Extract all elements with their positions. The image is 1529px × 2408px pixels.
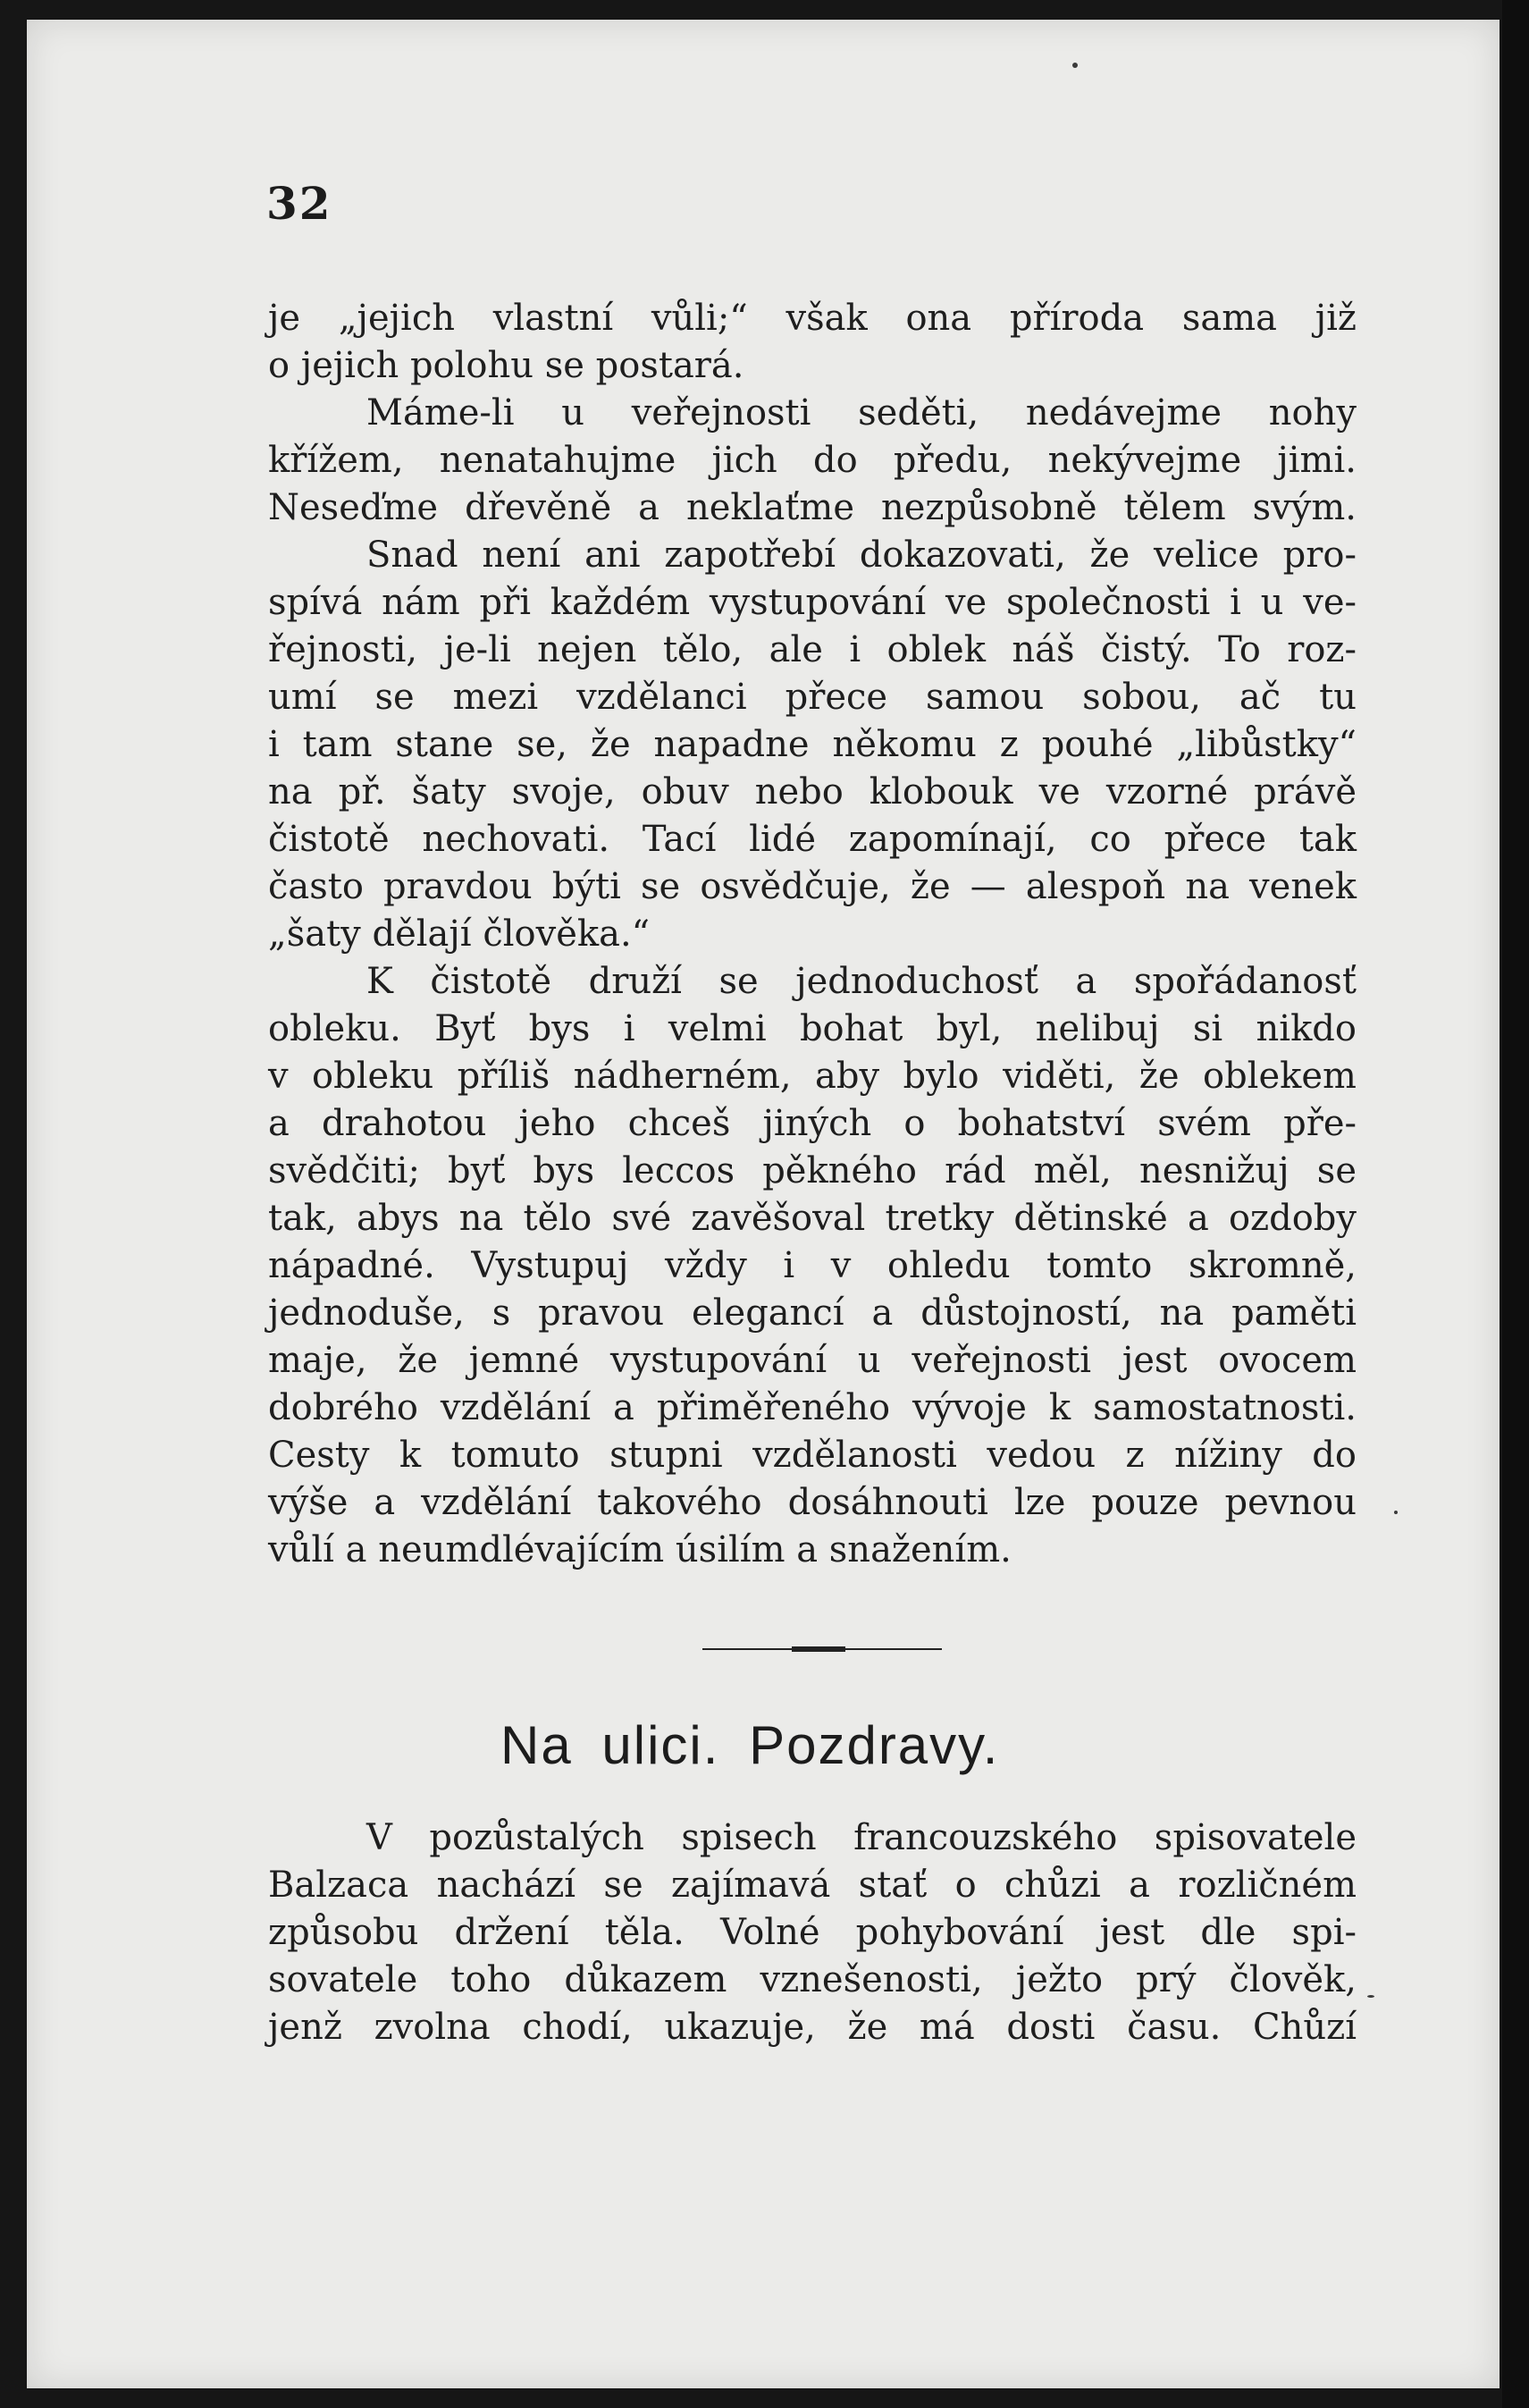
scan-edge-shadow — [1502, 0, 1529, 2408]
text-line: umí se mezi vzdělanci přece samou sobou, ač tu — [268, 677, 1357, 718]
text-line: Neseďme dřevěně a neklaťme nezpůsobně tělem svým. — [268, 487, 1357, 528]
text-line: „šaty dělají člověka.“ — [268, 914, 651, 955]
text-line: řejnosti, je-li nejen tělo, ale i oblek náš čistý. To roz- — [268, 629, 1357, 670]
page-number: 32 — [266, 177, 332, 230]
text-line: svědčiti; byť bys leccos pěkného rád měl, nesnižuj se — [268, 1150, 1357, 1191]
paper-speck — [1072, 63, 1078, 68]
text-line: Cesty k tomuto stupni vzdělanosti vedou z nížiny do — [268, 1435, 1357, 1476]
text-line: způsobu držení těla. Volné pohybování jest dle spi- — [268, 1912, 1357, 1953]
text-line: je „jejich vlastní vůli;“ však ona příroda sama již — [268, 298, 1357, 339]
text-line: čistotě nechovati. Tací lidé zapomínají, co přece tak — [268, 819, 1357, 860]
text-line: i tam stane se, že napadne někomu z pouhé „libůstky“ — [268, 724, 1357, 765]
body-text-section-1 — [268, 295, 1357, 1574]
text-line: spívá nám při každém vystupování ve společnosti i u ve- — [268, 582, 1357, 623]
paper-speck — [1394, 1511, 1398, 1514]
text-line: V pozůstalých spisech francouzského spisovatele — [366, 1817, 1357, 1858]
text-line: často pravdou býti se osvědčuje, že — alespoň na venek — [268, 866, 1357, 907]
text-line: obleku. Byť bys i velmi bohat byl, nelibuj si nikdo — [268, 1008, 1357, 1049]
text-line: K čistotě druží se jednoduchosť a spořádanosť — [366, 961, 1357, 1002]
text-line: tak, abys na tělo své zavěšoval tretky dětinské a ozdoby — [268, 1198, 1357, 1239]
text-line: a drahotou jeho chceš jiných o bohatství svém pře- — [268, 1103, 1357, 1144]
text-line: nápadné. Vystupuj vždy i v ohledu tomto skromně, — [268, 1245, 1357, 1286]
text-line: o jejich polohu se postará. — [268, 345, 744, 386]
text-line: jenž zvolna chodí, ukazuje, že má dosti času. Chůzí — [268, 2007, 1357, 2048]
text-line: v obleku příliš nádherném, aby bylo viděti, že oblekem — [268, 1056, 1357, 1097]
paper-speck — [1367, 1995, 1374, 1998]
text-line: jednoduše, s pravou elegancí a důstojností, na paměti — [268, 1292, 1357, 1334]
text-line: výše a vzdělání takového dosáhnouti lze pouze pevnou — [268, 1482, 1357, 1523]
body-text-section-2 — [268, 1814, 1357, 2051]
text-line: Snad není ani zapotřebí dokazovati, že velice pro- — [366, 535, 1357, 576]
text-line: vůlí a neumdlévajícím úsilím a snažením. — [268, 1529, 1012, 1570]
text-line: maje, že jemné vystupování u veřejnosti jest ovocem — [268, 1340, 1357, 1381]
section-divider — [702, 1646, 942, 1652]
text-line: sovatele toho důkazem vznešenosti, ježto prý člověk, — [268, 1959, 1357, 2000]
divider-ornament — [792, 1646, 845, 1652]
text-line: dobrého vzdělání a přiměřeného vývoje k samostatnosti. — [268, 1387, 1357, 1428]
section-heading: Na ulici. Pozdravy. — [500, 1715, 1000, 1775]
text-line: Máme-li u veřejnosti seděti, nedávejme nohy — [366, 392, 1357, 434]
text-line: na př. šaty svoje, obuv nebo klobouk ve vzorné právě — [268, 771, 1357, 812]
text-line: křížem, nenatahujme jich do předu, nekývejme jimi. — [268, 440, 1357, 481]
text-line: Balzaca nachází se zajímavá stať o chůzi a rozličném — [268, 1865, 1357, 1906]
